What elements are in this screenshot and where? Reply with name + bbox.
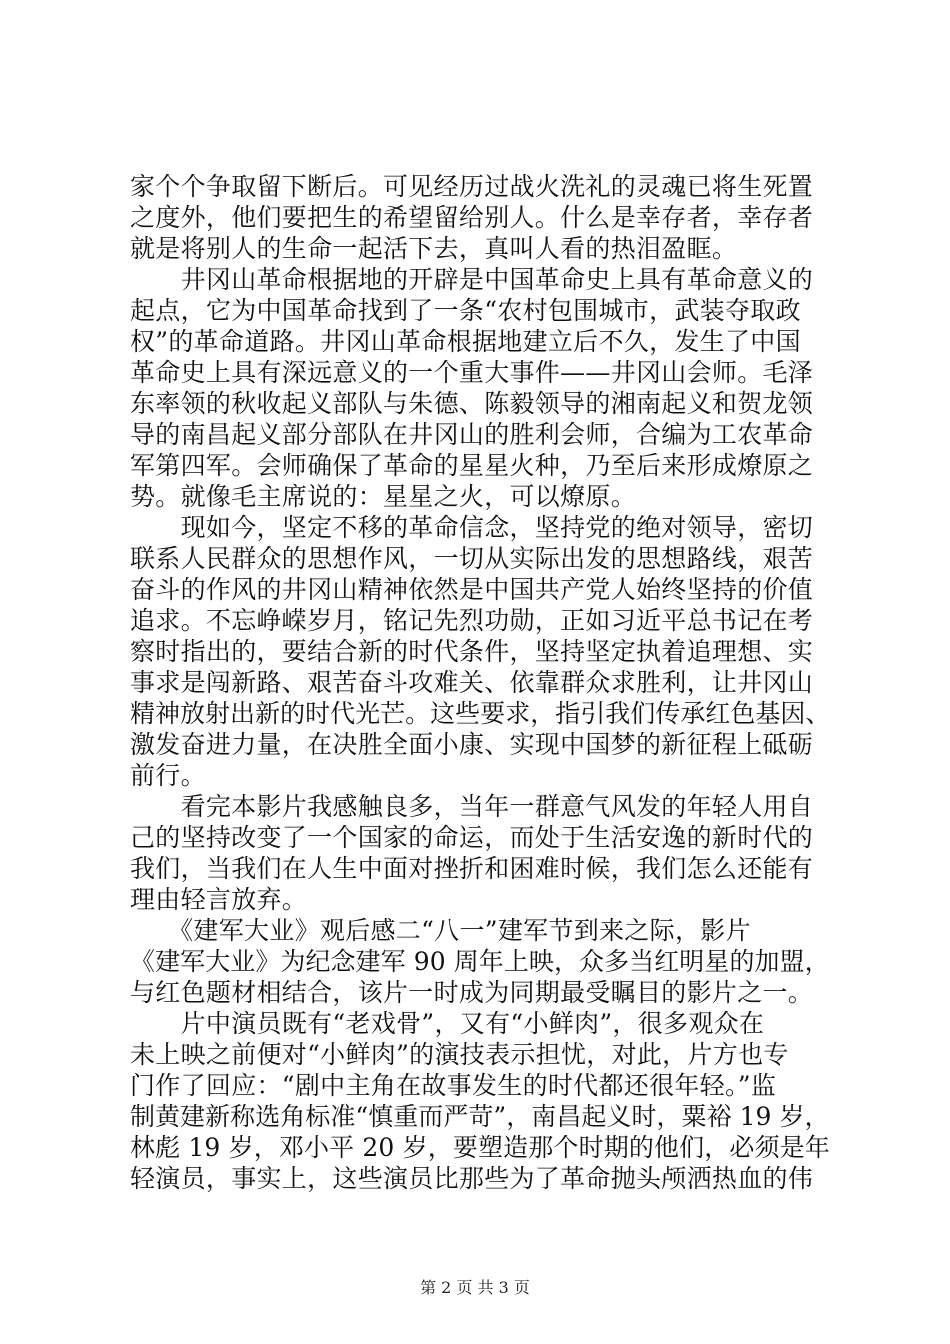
text-line: 制黄建新称选角标准“慎重而严苛”，南昌起义时，粟裕 19 岁， xyxy=(130,1102,830,1131)
text-line: 未上映之前便对“小鲜肉”的演技表示担忧，对此，片方也专 xyxy=(130,1040,789,1069)
text-line: 起点，它为中国革命找到了一条“农村包围城市，武装夺取政 xyxy=(130,296,801,325)
text-line: 现如今，坚定不移的革命信念，坚持党的绝对领导，密切 xyxy=(130,513,814,542)
text-line: 权”的革命道路。井冈山革命根据地建立后不久，发生了中国 xyxy=(130,327,801,356)
text-line: 激发奋进力量，在决胜全面小康、实现中国梦的新征程上砥砺 xyxy=(130,730,814,759)
text-line: 片中演员既有“老戏骨”，又有“小鲜肉”，很多观众在 xyxy=(130,1009,765,1038)
text-line: 导的南昌起义部分部队在井冈山的胜利会师，合编为工农革命 xyxy=(130,420,814,449)
text-line: 《建军大业》为纪念建军 90 周年上映，众多当红明星的加盟， xyxy=(130,947,830,976)
text-line: 精神放射出新的时代光芒。这些要求，指引我们传承红色基因、 xyxy=(130,699,831,728)
text-line: 己的坚持改变了一个国家的命运，而处于生活安逸的新时代的 xyxy=(130,823,814,852)
text-line: 林彪 19 岁，邓小平 20 岁，要塑造那个时期的他们，必须是年 xyxy=(130,1133,831,1162)
text-line: 就是将别人的生命一起活下去，真叫人看的热泪盈眶。 xyxy=(130,234,738,263)
text-line: 势。就像毛主席说的：星星之火，可以燎原。 xyxy=(130,482,637,511)
text-line: 事求是闯新路、艰苦奋斗攻难关、依靠群众求胜利，让井冈山 xyxy=(130,668,814,697)
text-line: 前行。 xyxy=(130,761,206,790)
text-line: 轻演员，事实上，这些演员比那些为了革命抛头颅洒热血的伟 xyxy=(130,1164,814,1193)
text-line: 理由轻言放弃。 xyxy=(130,885,308,914)
text-line: 军第四军。会师确保了革命的星星火种，乃至后来形成燎原之 xyxy=(130,451,814,480)
text-line: 追求。不忘峥嵘岁月，铭记先烈功勋，正如习近平总书记在考 xyxy=(130,606,814,635)
text-line: 《建军大业》观后感二“八一”建军节到来之际，影片 xyxy=(130,916,751,945)
text-line: 与红色题材相结合，该片一时成为同期最受瞩目的影片之一。 xyxy=(130,978,814,1007)
text-line: 东率领的秋收起义部队与朱德、陈毅领导的湘南起义和贺龙领 xyxy=(130,389,814,418)
text-line: 奋斗的作风的井冈山精神依然是中国共产党人始终坚持的价值 xyxy=(130,575,814,604)
text-line: 门作了回应：“剧中主角在故事发生的时代都还很年轻。”监 xyxy=(130,1071,777,1100)
page-footer: 第 2 页 共 3 页 xyxy=(420,1278,530,1297)
text-line: 察时指出的，要结合新的时代条件，坚持坚定执着追理想、实 xyxy=(130,637,814,666)
text-line: 革命史上具有深远意义的一个重大事件——井冈山会师。毛泽 xyxy=(130,358,814,387)
text-line: 我们，当我们在人生中面对挫折和困难时候，我们怎么还能有 xyxy=(130,854,814,883)
text-line: 联系人民群众的思想作风，一切从实际出发的思想路线，艰苦 xyxy=(130,544,814,573)
text-line: 之度外，他们要把生的希望留给别人。什么是幸存者，幸存者 xyxy=(130,203,814,232)
text-line: 井冈山革命根据地的开辟是中国革命史上具有革命意义的 xyxy=(130,265,814,294)
text-line: 看完本影片我感触良多，当年一群意气风发的年轻人用自 xyxy=(130,792,814,821)
text-line: 家个个争取留下断后。可见经历过战火洗礼的灵魂已将生死置 xyxy=(130,172,814,201)
body-text xyxy=(130,171,830,1194)
